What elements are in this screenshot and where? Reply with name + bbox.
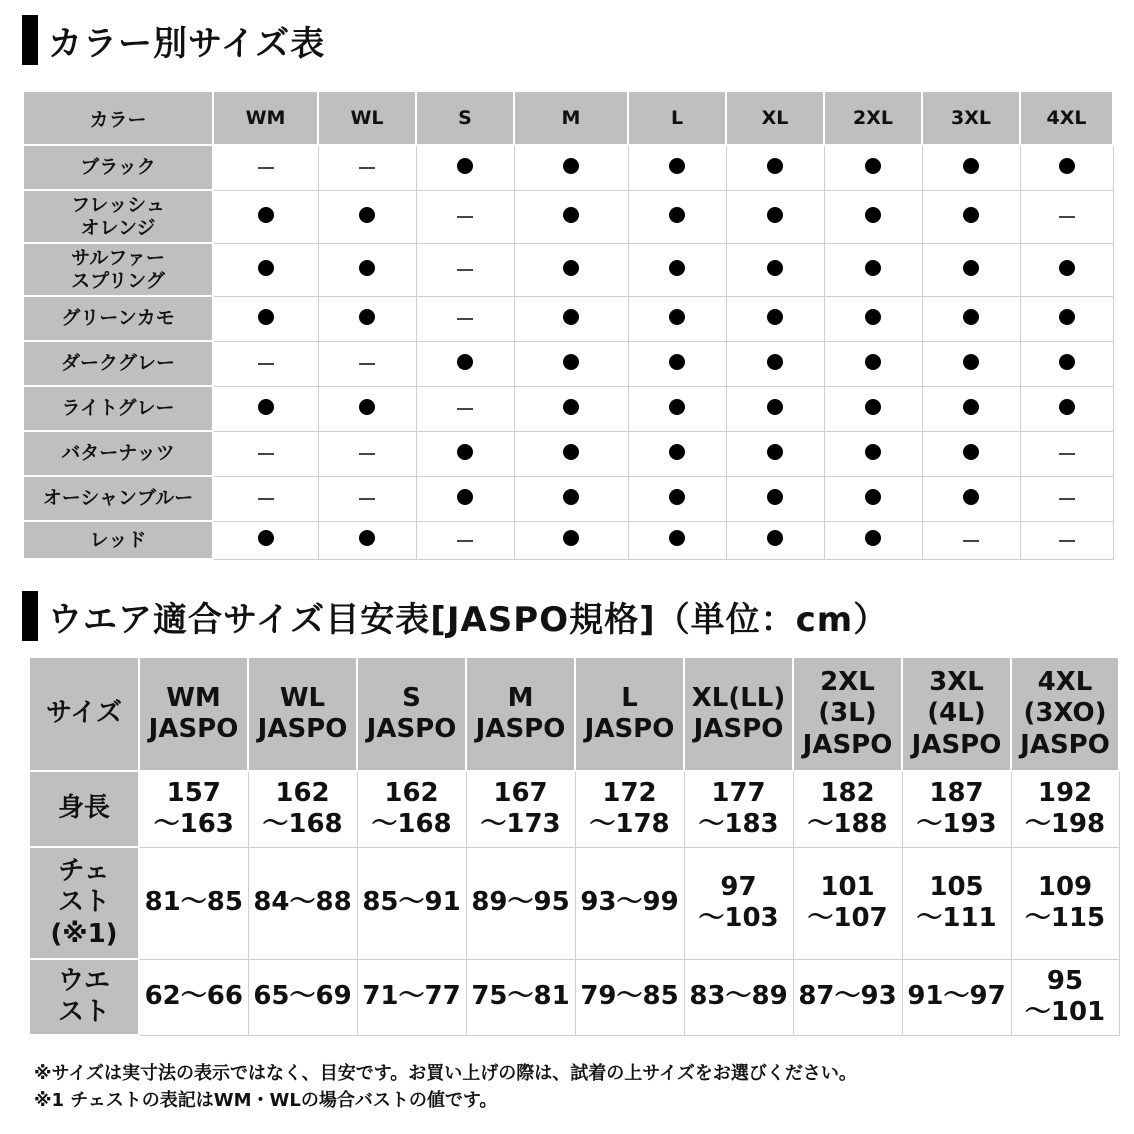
color-row [23,145,1113,190]
title-bar-marker [22,591,38,641]
measurement-value-cell: 75〜81 [466,959,575,1035]
available-dot-icon [457,158,473,174]
available-dot-icon [865,530,881,546]
unavailable-dash-icon [457,216,473,218]
unavailable-dash-icon [457,318,473,320]
availability-cell [824,145,922,190]
measurement-value-cell: 79〜85 [575,959,684,1035]
measurement-row [29,771,1119,847]
available-dot-icon [963,489,979,505]
available-dot-icon [963,260,979,276]
available-dot-icon [669,489,685,505]
color-size-table [22,90,1114,560]
fit-size-header-cell: M JASPO [466,657,575,771]
color-name-cell: ライトグレー [23,386,213,431]
availability-cell [1020,341,1113,386]
availability-cell [1020,296,1113,341]
color-name-cell: バターナッツ [23,431,213,476]
section-title-text: ウエア適合サイズ目安表[JASPO規格]（単位：cm） [48,599,889,640]
availability-cell [318,521,416,559]
section-title-text: カラー別サイズ表 [48,23,326,64]
available-dot-icon [258,207,274,223]
availability-cell [922,521,1020,559]
unavailable-dash-icon [258,498,274,500]
measurement-label-cell: チェ スト (※1) [29,847,139,959]
color-header-label: カラー [23,91,213,145]
measurement-value-cell: 162 〜168 [248,771,357,847]
measurement-value-cell: 105 〜111 [902,847,1011,959]
availability-cell [514,521,628,559]
available-dot-icon [359,207,375,223]
available-dot-icon [457,444,473,460]
available-dot-icon [563,158,579,174]
measurement-value-cell: 91〜97 [902,959,1011,1035]
available-dot-icon [359,260,375,276]
available-dot-icon [767,158,783,174]
color-table-header-row [23,91,1113,145]
unavailable-dash-icon [1059,540,1075,542]
color-row [23,521,1113,559]
measurement-value-cell: 109 〜115 [1011,847,1119,959]
available-dot-icon [767,354,783,370]
measurement-value-cell: 81〜85 [139,847,248,959]
availability-cell [726,386,824,431]
available-dot-icon [767,530,783,546]
availability-cell [318,145,416,190]
unavailable-dash-icon [359,167,375,169]
measurement-value-cell: 62〜66 [139,959,248,1035]
available-dot-icon [563,309,579,325]
availability-cell [416,341,514,386]
availability-cell [318,386,416,431]
availability-cell [628,386,726,431]
availability-cell [318,243,416,296]
availability-cell [514,476,628,521]
available-dot-icon [669,158,685,174]
footnote: ※サイズは実寸法の表示ではなく、目安です。お買い上げの際は、試着の上サイズをお選びください。 [34,1063,857,1084]
availability-cell [922,243,1020,296]
unavailable-dash-icon [1059,453,1075,455]
available-dot-icon [359,530,375,546]
available-dot-icon [963,158,979,174]
measurement-value-cell: 162 〜168 [357,771,466,847]
available-dot-icon [669,530,685,546]
available-dot-icon [1059,260,1075,276]
availability-cell [514,243,628,296]
availability-cell [922,190,1020,243]
measurement-value-cell: 95 〜101 [1011,959,1119,1035]
section-title-fit-size [22,588,888,644]
available-dot-icon [563,489,579,505]
available-dot-icon [767,207,783,223]
availability-cell [514,145,628,190]
measurement-value-cell: 172 〜178 [575,771,684,847]
unavailable-dash-icon [457,269,473,271]
color-row [23,386,1113,431]
size-header-cell: XL [726,91,824,145]
availability-cell [726,190,824,243]
fit-size-header-cell: WL JASPO [248,657,357,771]
available-dot-icon [963,444,979,460]
availability-cell [824,431,922,476]
available-dot-icon [767,399,783,415]
available-dot-icon [865,354,881,370]
measurement-value-cell: 89〜95 [466,847,575,959]
measurement-value-cell: 101 〜107 [793,847,902,959]
size-header-cell: WL [318,91,416,145]
color-name-cell: オーシャンブルー [23,476,213,521]
availability-cell [824,521,922,559]
availability-cell [514,386,628,431]
measurement-value-cell: 177 〜183 [684,771,793,847]
available-dot-icon [563,354,579,370]
available-dot-icon [865,399,881,415]
unavailable-dash-icon [359,363,375,365]
available-dot-icon [563,444,579,460]
available-dot-icon [258,260,274,276]
availability-cell [318,431,416,476]
unavailable-dash-icon [1059,216,1075,218]
color-row [23,190,1113,243]
unavailable-dash-icon [258,363,274,365]
measurement-value-cell: 65〜69 [248,959,357,1035]
availability-cell [726,243,824,296]
availability-cell [824,476,922,521]
unavailable-dash-icon [457,408,473,410]
available-dot-icon [963,207,979,223]
availability-cell [514,341,628,386]
available-dot-icon [1059,354,1075,370]
availability-cell [213,431,318,476]
available-dot-icon [865,260,881,276]
availability-cell [824,296,922,341]
availability-cell [416,296,514,341]
availability-cell [922,145,1020,190]
measurement-value-cell: 93〜99 [575,847,684,959]
color-name-cell: フレッシュ オレンジ [23,190,213,243]
measurement-label-cell: ウエ スト [29,959,139,1035]
measurement-value-cell: 84〜88 [248,847,357,959]
fit-header-label: サイズ [29,657,139,771]
availability-cell [318,476,416,521]
availability-cell [1020,521,1113,559]
color-name-cell: サルファー スプリング [23,243,213,296]
color-row [23,296,1113,341]
available-dot-icon [457,354,473,370]
available-dot-icon [258,309,274,325]
fit-size-header-cell: WM JASPO [139,657,248,771]
fit-size-header-cell: S JASPO [357,657,466,771]
availability-cell [922,476,1020,521]
availability-cell [726,145,824,190]
footnotes [34,1060,857,1114]
availability-cell [213,386,318,431]
availability-cell [726,341,824,386]
availability-cell [922,296,1020,341]
available-dot-icon [359,399,375,415]
footnote: ※1 チェストの表記はWM・WLの場合バストの値です。 [34,1090,498,1111]
color-name-cell: グリーンカモ [23,296,213,341]
measurement-value-cell: 87〜93 [793,959,902,1035]
fit-size-header-cell: 2XL (3L) JASPO [793,657,902,771]
color-row [23,243,1113,296]
available-dot-icon [563,399,579,415]
measurement-value-cell: 187 〜193 [902,771,1011,847]
availability-cell [213,341,318,386]
unavailable-dash-icon [1059,498,1075,500]
availability-cell [1020,431,1113,476]
availability-cell [213,145,318,190]
section-title-color-size [22,12,325,68]
available-dot-icon [865,489,881,505]
available-dot-icon [865,309,881,325]
available-dot-icon [865,158,881,174]
availability-cell [628,243,726,296]
available-dot-icon [669,309,685,325]
availability-cell [1020,243,1113,296]
available-dot-icon [865,444,881,460]
unavailable-dash-icon [457,540,473,542]
measurement-label-cell: 身長 [29,771,139,847]
measurement-value-cell: 167 〜173 [466,771,575,847]
availability-cell [318,190,416,243]
size-header-cell: 3XL [922,91,1020,145]
availability-cell [824,243,922,296]
availability-cell [416,476,514,521]
unavailable-dash-icon [258,167,274,169]
available-dot-icon [963,309,979,325]
availability-cell [416,145,514,190]
measurement-value-cell: 192 〜198 [1011,771,1119,847]
available-dot-icon [563,207,579,223]
fit-size-header-cell: L JASPO [575,657,684,771]
availability-cell [824,386,922,431]
availability-cell [1020,145,1113,190]
unavailable-dash-icon [359,498,375,500]
availability-cell [628,145,726,190]
availability-cell [726,296,824,341]
unavailable-dash-icon [963,540,979,542]
available-dot-icon [865,207,881,223]
availability-cell [628,476,726,521]
availability-cell [628,431,726,476]
available-dot-icon [258,399,274,415]
availability-cell [922,341,1020,386]
size-header-cell: 2XL [824,91,922,145]
availability-cell [213,476,318,521]
availability-cell [416,521,514,559]
size-header-cell: 4XL [1020,91,1113,145]
available-dot-icon [669,354,685,370]
availability-cell [726,431,824,476]
availability-cell [922,431,1020,476]
availability-cell [514,190,628,243]
availability-cell [213,243,318,296]
fit-size-header-cell: 3XL (4L) JASPO [902,657,1011,771]
availability-cell [213,521,318,559]
availability-cell [213,296,318,341]
available-dot-icon [1059,309,1075,325]
availability-cell [628,296,726,341]
available-dot-icon [359,309,375,325]
availability-cell [416,431,514,476]
availability-cell [1020,190,1113,243]
available-dot-icon [563,530,579,546]
unavailable-dash-icon [258,453,274,455]
availability-cell [824,190,922,243]
availability-cell [514,431,628,476]
available-dot-icon [457,489,473,505]
measurement-value-cell: 85〜91 [357,847,466,959]
availability-cell [416,243,514,296]
size-header-cell: S [416,91,514,145]
fit-size-table [28,656,1120,1036]
availability-cell [628,521,726,559]
availability-cell [726,476,824,521]
available-dot-icon [258,530,274,546]
measurement-value-cell: 71〜77 [357,959,466,1035]
availability-cell [628,341,726,386]
available-dot-icon [1059,158,1075,174]
available-dot-icon [669,260,685,276]
measurement-row [29,847,1119,959]
color-name-cell: ダークグレー [23,341,213,386]
available-dot-icon [767,309,783,325]
measurement-value-cell: 157 〜163 [139,771,248,847]
fit-size-header-cell: XL(LL) JASPO [684,657,793,771]
availability-cell [213,190,318,243]
size-header-cell: WM [213,91,318,145]
title-bar-marker [22,15,38,65]
availability-cell [824,341,922,386]
measurement-value-cell: 83〜89 [684,959,793,1035]
measurement-row [29,959,1119,1035]
availability-cell [318,296,416,341]
availability-cell [726,521,824,559]
availability-cell [628,190,726,243]
available-dot-icon [669,399,685,415]
availability-cell [416,190,514,243]
availability-cell [318,341,416,386]
availability-cell [416,386,514,431]
unavailable-dash-icon [359,453,375,455]
availability-cell [1020,386,1113,431]
color-name-cell: レッド [23,521,213,559]
fit-table-header-row [29,657,1119,771]
available-dot-icon [563,260,579,276]
available-dot-icon [963,399,979,415]
available-dot-icon [963,354,979,370]
available-dot-icon [767,444,783,460]
fit-size-header-cell: 4XL (3XO) JASPO [1011,657,1119,771]
available-dot-icon [669,207,685,223]
color-name-cell: ブラック [23,145,213,190]
color-row [23,476,1113,521]
size-header-cell: M [514,91,628,145]
measurement-value-cell: 182 〜188 [793,771,902,847]
measurement-value-cell: 97 〜103 [684,847,793,959]
availability-cell [514,296,628,341]
color-row [23,431,1113,476]
size-header-cell: L [628,91,726,145]
availability-cell [922,386,1020,431]
availability-cell [1020,476,1113,521]
available-dot-icon [767,260,783,276]
available-dot-icon [669,444,685,460]
available-dot-icon [1059,399,1075,415]
available-dot-icon [767,489,783,505]
color-row [23,341,1113,386]
